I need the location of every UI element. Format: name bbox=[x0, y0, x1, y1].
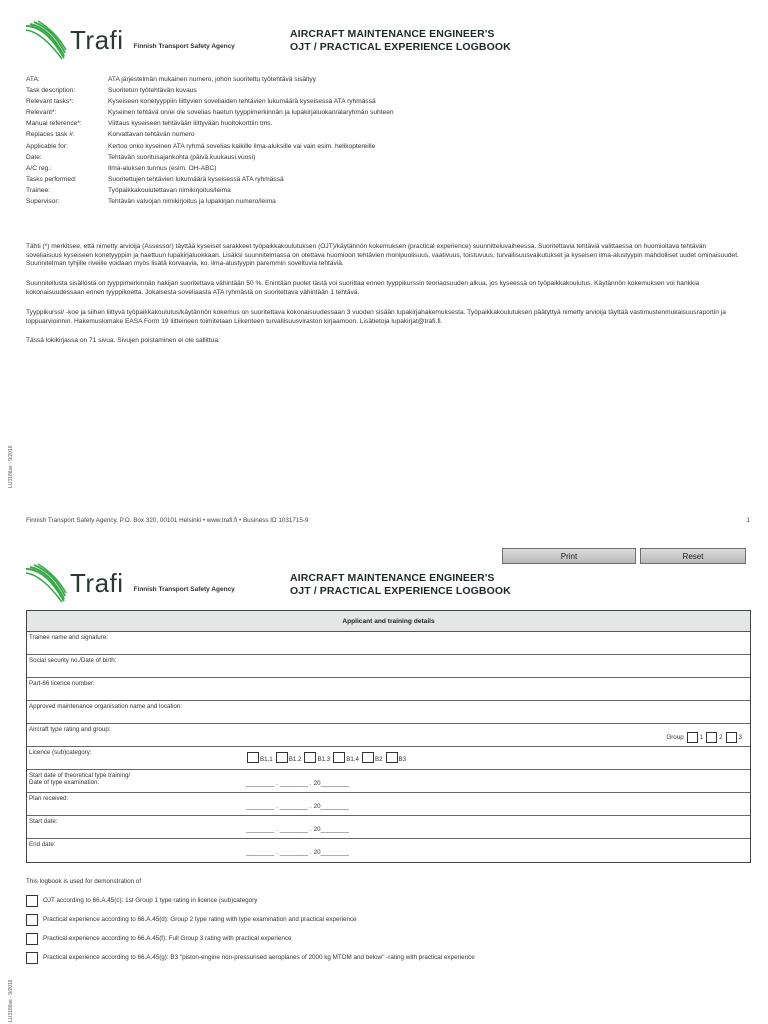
demo-option bbox=[26, 929, 746, 948]
trafi-logo bbox=[24, 20, 235, 60]
group-2-checkbox[interactable] bbox=[706, 732, 717, 743]
b1-4-label: B1.4 bbox=[346, 756, 359, 763]
ssn-field[interactable] bbox=[27, 655, 750, 678]
demo-option-label: Practical experience according to 66.A.45(d): Group 2 type rating with type examination and practical experience bbox=[43, 916, 357, 923]
field-label: Licence (sub)category: bbox=[29, 749, 92, 756]
group-1-label: 1 bbox=[699, 734, 704, 741]
date-blank: ________ . ________ . 20________ bbox=[246, 803, 349, 810]
field-label: Aircraft type rating and group: bbox=[29, 726, 111, 733]
agency-name: Finnish Transport Safety Agency bbox=[133, 585, 235, 593]
demo-option-label: Practical experience according to 66.A.45(g): B3 "piston-engine non-pressurised aeroplanes of 2000 kg MTOM and below" -rating with practical experience bbox=[43, 954, 475, 961]
title-line-1: AIRCRAFT MAINTENANCE ENGINEER'S bbox=[290, 28, 495, 40]
group-1-checkbox[interactable] bbox=[687, 732, 698, 743]
definition-row bbox=[26, 129, 746, 140]
b3-checkbox[interactable] bbox=[386, 752, 398, 763]
field-label bbox=[29, 772, 130, 787]
page-title bbox=[290, 28, 511, 54]
page-title-2 bbox=[290, 572, 511, 598]
instructions-paragraph-3: Tyyppikurssi/ -koe ja siihen liittyvä työpaikkakoulutus/käytännön kokemus on suoritettava kokonaisuudessaan 3 vuoden sisään lupakirjahakemuksesta. Työpaikkakoulutuksen päätyttyä nimetty arvioija täyttää vastimustenmukaisuusraportin ja loppuarvioinnin. Hakemuslomake EASA Form 19 liitteineen toimitetaan Liikenteen turvallisuusviraston kirjaamoon. Lisätietoja lupakirjat@trafi.fi. bbox=[26, 309, 726, 325]
b1-3-label: B1.3 bbox=[317, 756, 331, 763]
title-line-2: OJT / PRACTICAL EXPERIENCE LOGBOOK bbox=[290, 41, 511, 53]
definition-desc: Suoritetun työtehtävän kuvaus bbox=[108, 87, 197, 95]
definition-term: ATA: bbox=[26, 76, 40, 83]
end-date-field[interactable] bbox=[27, 839, 750, 862]
trafi-logo-2 bbox=[24, 563, 235, 603]
group-label: Group bbox=[666, 734, 684, 741]
b1-1-checkbox[interactable] bbox=[247, 752, 259, 763]
definition-term: Supervisor: bbox=[26, 198, 60, 206]
definition-row bbox=[26, 185, 746, 196]
definition-row bbox=[26, 74, 746, 85]
definition-term: Trainee: bbox=[26, 186, 50, 194]
definition-row bbox=[26, 141, 746, 152]
definition-desc: Kyseinen tehtävä on/ei ole sovelias haetun tyyppimerkinnän ja lupakirjaluokan/alaryhmän suhteen bbox=[108, 109, 394, 117]
field-label-line-2: Date of type examination: bbox=[29, 779, 100, 787]
definition-term: Tasks performed: bbox=[26, 175, 77, 183]
field-label: Social security no./Date of birth: bbox=[29, 657, 117, 664]
type-rating-field[interactable] bbox=[27, 724, 750, 747]
b1-4-checkbox[interactable] bbox=[333, 752, 345, 763]
subcategory-field bbox=[27, 747, 750, 770]
demo-option bbox=[26, 948, 746, 967]
page-number: 1 bbox=[746, 517, 750, 524]
trafi-swoosh-icon bbox=[24, 563, 68, 603]
definition-term: Replaces task #: bbox=[26, 131, 75, 139]
date-blank: ________ . ________ . 20________ bbox=[246, 826, 349, 833]
demo-option-label: Practical experience according to 66.A.45(f): Full Group 3 rating with practical experience bbox=[43, 935, 292, 942]
definition-desc: Ilma-aluksen tunnus (esim. OH-ABC) bbox=[108, 164, 217, 172]
definition-row bbox=[26, 96, 746, 107]
demo-option bbox=[26, 891, 746, 910]
demo-option bbox=[26, 910, 746, 929]
page-count-note: Tässä lokikirjassa on 71 sivua. Sivujen poistaminen ei ole sallittua. bbox=[26, 337, 220, 344]
demo-options bbox=[26, 891, 746, 967]
licence-category-options bbox=[246, 750, 408, 761]
group-3-label: 3 bbox=[738, 734, 742, 741]
instructions-paragraph-2: Suunnitellusta sisällöstä on tyyppimerkinnän hakijan suoritettava vähintään 50 %. Enintään puolet tästä voi suorittaa ennen tyyppikurssin teoriaosuuden alkua, jos kyseessä on työpaikkakoulutus. Käytännön kokemuksen voi hankkia kokonaisuudessaan ennen tyyppikoetta. Jokaisesta soveliaasta ATA ryhmästä on suoritettava vähintään 1 tehtävä. bbox=[26, 280, 700, 296]
trafi-swoosh-icon bbox=[24, 20, 68, 60]
plan-received-field[interactable] bbox=[27, 793, 750, 816]
demo-option-label: OJT according to 66.A.45(c): 1st Group 1 type rating in licence (sub)category bbox=[43, 897, 258, 904]
field-label: Plan received: bbox=[29, 795, 69, 802]
title-line-2: OJT / PRACTICAL EXPERIENCE LOGBOOK bbox=[290, 585, 511, 597]
definition-term: Applicable for: bbox=[26, 142, 68, 150]
date-blank: ________ . ________ . 20________ bbox=[246, 780, 349, 787]
definition-row bbox=[26, 196, 746, 207]
b3-label: B3 bbox=[398, 756, 407, 763]
b1-1-label: B1.1 bbox=[260, 756, 273, 763]
definition-desc: Kyseiseen konetyyppiin liittyvien soveliaiden tehtävien lukumäärä kyseisessä ATA ryhmässä bbox=[108, 98, 376, 106]
licence-number-field[interactable] bbox=[27, 678, 750, 701]
agency-name: Finnish Transport Safety Agency bbox=[133, 42, 235, 50]
definition-desc: Tehtävän valvojan nimikirjoitus ja lupakirjan numero/leima bbox=[108, 198, 276, 206]
instructions-paragraph-1: Tähti (*) merkitsee, että nimetty arvioija (Assessor) täyttää kyseiset sarakkeet työpaikkakoulutuksen (OJT)/käytännön kokemuksen (practical experience) suunnitteluvaiheessa. Suoritettavia tehtäviä valittaessa on huomioitava tehtävän soveliaisuus kyseiseen konetyyppiin ja haettuun lupakirjaluokkaan. Lisäksi suunnitelmassa on otettava huomioon tehtävien monipuolisuus, vaativuus, toistuvuus, turvallisuusvaikutukset ja kyseisen ilma-alustyypin mahdolliset uudet ominaisuudet. Suunnitelman tyhjille riveille voidaan myös lisätä korvaavia, ko. ilma-alustyypin paremmin soveltuvia tehtäviä. bbox=[26, 243, 739, 268]
b2-label: B2 bbox=[374, 756, 383, 763]
definition-desc: Viittaus kyseiseen tehtävään liittyvään huoltokorttiin tms. bbox=[108, 120, 273, 128]
b1-3-checkbox[interactable] bbox=[304, 752, 316, 763]
reset-button[interactable]: Reset bbox=[640, 548, 746, 564]
applicant-details-table bbox=[26, 610, 751, 863]
definition-row bbox=[26, 85, 746, 96]
definition-row bbox=[26, 174, 746, 185]
date-blank: ________ . ________ . 20________ bbox=[246, 849, 349, 856]
field-label-line-1: Start date of theoretical type training/ bbox=[29, 772, 131, 779]
title-line-1: AIRCRAFT MAINTENANCE ENGINEER'S bbox=[290, 572, 495, 584]
definition-desc: Suoritettujen tehtävien lukumäärä kyseisessä ATA ryhmässä bbox=[108, 175, 284, 183]
print-button[interactable]: Print bbox=[502, 548, 636, 564]
definition-desc: ATA järjestelmän mukainen numero, johon suoritettu työtehtävä sisältyy bbox=[108, 76, 316, 83]
definition-row bbox=[26, 163, 746, 174]
field-label: Approved maintenance organisation name and location: bbox=[29, 703, 183, 710]
start-date-field[interactable] bbox=[27, 816, 750, 839]
trainee-name-field[interactable] bbox=[27, 632, 750, 655]
group-selector bbox=[666, 732, 742, 743]
definition-term: Relevant*: bbox=[26, 109, 57, 117]
definition-term: A/C reg.: bbox=[26, 164, 53, 172]
definitions-list bbox=[26, 74, 746, 207]
demo-checkbox-group2[interactable] bbox=[26, 914, 38, 926]
group-3-checkbox[interactable] bbox=[726, 732, 737, 743]
field-label: Trainee name and signature: bbox=[29, 634, 108, 641]
table-heading: Applicant and training details bbox=[27, 611, 750, 632]
definition-row bbox=[26, 118, 746, 129]
demo-checkbox-b3[interactable] bbox=[26, 952, 38, 964]
field-label: End date: bbox=[29, 841, 56, 848]
b2-checkbox[interactable] bbox=[362, 752, 374, 763]
definition-term: Date: bbox=[26, 153, 42, 161]
b1-2-checkbox[interactable] bbox=[276, 752, 288, 763]
definition-desc: Tehtävän suoritusajankohta (päivä.kuukausi.vuosi) bbox=[108, 153, 256, 161]
demo-checkbox-group3[interactable] bbox=[26, 933, 38, 945]
definition-term: Relevant tasks*: bbox=[26, 98, 74, 106]
group-2-label: 2 bbox=[719, 734, 723, 741]
definition-term: Task description: bbox=[26, 87, 76, 95]
demo-title: This logbook is used for demonstration of bbox=[26, 878, 142, 885]
definition-row bbox=[26, 152, 746, 163]
logo-wordmark: Trafi bbox=[70, 24, 124, 55]
definition-desc: Työpaikkakoulutettavan nimikirjoitus/leima bbox=[108, 186, 231, 194]
form-code: LU3186se - 9/2016 bbox=[8, 445, 14, 488]
page-footer bbox=[26, 517, 750, 524]
definition-desc: Kertoo onko kyseinen ATA ryhmä sovelias kaikille ilma-aluksille vai vain esim. helikoptereille bbox=[108, 142, 376, 150]
theory-start-date-field[interactable] bbox=[27, 770, 750, 793]
b1-2-label: B1.2 bbox=[288, 756, 302, 763]
field-label: Start date: bbox=[29, 818, 58, 825]
definition-term: Manual reference*: bbox=[26, 120, 82, 128]
definition-desc: Korvattavan tehtävän numero bbox=[108, 131, 195, 139]
form-code-2: LU3186se - 9/2016 bbox=[8, 979, 14, 1022]
amo-field[interactable] bbox=[27, 701, 750, 724]
field-label: Part-66 licence number: bbox=[29, 680, 95, 687]
logo-wordmark: Trafi bbox=[70, 567, 124, 598]
footer-address: Finnish Transport Safety Agency, P.O. Box 320, 00101 Helsinki • www.trafi.fi • Business ID 1031715-9 bbox=[26, 517, 309, 524]
demo-checkbox-ojt[interactable] bbox=[26, 895, 38, 907]
definition-row bbox=[26, 107, 746, 118]
